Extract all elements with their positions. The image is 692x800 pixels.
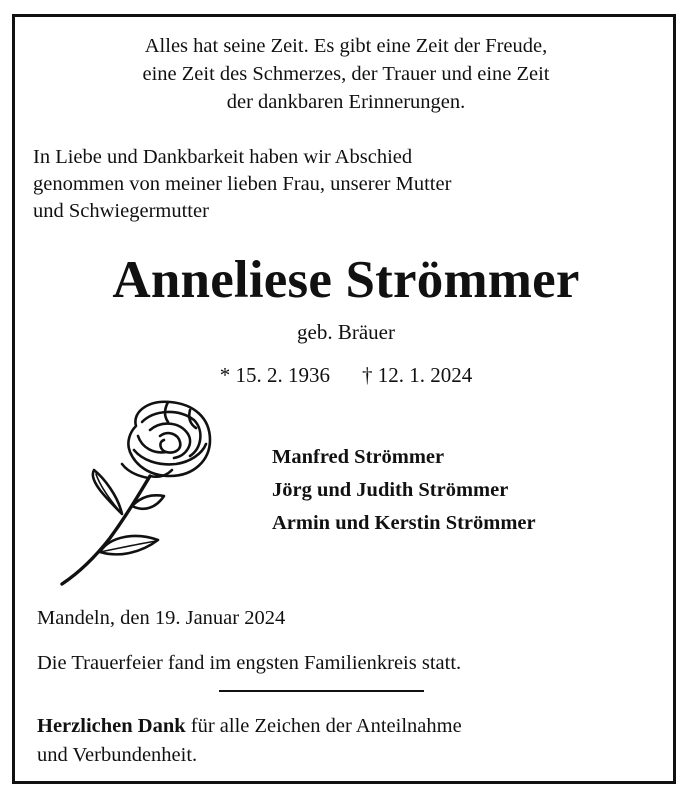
maiden-name: geb. Bräuer xyxy=(297,320,395,344)
thanks-text xyxy=(37,712,462,770)
intro-line: In Liebe und Dankbarkeit haben wir Abschied xyxy=(33,146,413,168)
rose-icon xyxy=(38,396,228,586)
motto-line: eine Zeit des Schmerzes, der Trauer und eine Zeit xyxy=(142,63,550,85)
life-dates xyxy=(0,361,692,389)
birth-date: * 15. 2. 1936 xyxy=(219,363,330,387)
death-date: † 12. 1. 2024 xyxy=(362,363,473,387)
motto-line: der dankbaren Erinnerungen. xyxy=(226,91,466,113)
family-member: Jörg und Judith Strömmer xyxy=(272,479,509,501)
family-member: Armin und Kerstin Strömmer xyxy=(272,512,536,534)
thanks-rest: für alle Zeichen der Anteilnahme xyxy=(185,715,462,737)
place-date: Mandeln, den 19. Januar 2024 xyxy=(37,607,286,629)
intro-text xyxy=(33,144,451,225)
thanks-line: und Verbundenheit. xyxy=(37,744,198,766)
family-names xyxy=(272,441,536,540)
family-member: Manfred Strömmer xyxy=(272,446,445,468)
thanks-line xyxy=(37,712,462,741)
service-note: Die Trauerfeier fand im engsten Familienkreis statt. xyxy=(37,652,462,674)
thanks-bold: Herzlichen Dank xyxy=(37,715,186,737)
motto xyxy=(0,32,692,116)
motto-line: Alles hat seine Zeit. Es gibt eine Zeit der Freude, xyxy=(144,35,548,57)
intro-line: und Schwiegermutter xyxy=(33,200,209,222)
deceased-name: Anneliese Strömmer xyxy=(112,251,580,309)
divider xyxy=(219,690,424,692)
intro-line: genommen von meiner lieben Frau, unserer Mutter xyxy=(33,173,452,195)
